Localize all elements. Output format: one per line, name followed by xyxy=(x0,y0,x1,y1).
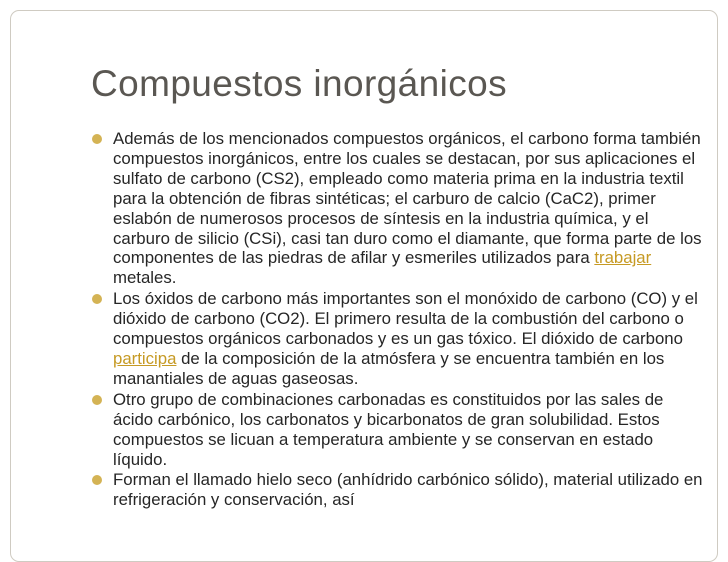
bullet-item xyxy=(91,129,703,288)
bullet-item xyxy=(91,390,703,470)
bullet-list xyxy=(91,129,703,511)
bullet-text: Otro grupo de combinaciones carbonadas es constituidos por las sales de ácido carbónico, los carbonatos y bicarbonatos de gran solubilidad. Estos compuestos se licuan a temperatura ambiente y se conservan en estado líquido. xyxy=(113,389,664,469)
bullet-item xyxy=(91,470,703,510)
bullet-dot-icon xyxy=(92,395,102,405)
bullet-text: metales. xyxy=(113,268,177,288)
link-trabajar[interactable]: trabajar xyxy=(594,248,652,268)
bullet-dot-icon xyxy=(92,475,102,485)
slide-title: Compuestos inorgánicos xyxy=(91,63,508,104)
bullet-text: Forman el llamado hielo seco (anhídrido carbónico sólido), material utilizado en refrigeración y conservación, así xyxy=(113,470,703,510)
bullet-text: de la composición de la atmósfera y se encuentra también en los manantiales de aguas gaseosas. xyxy=(113,348,665,388)
bullet-text: Además de los mencionados compuestos orgánicos, el carbono forma también compuestos inorgánicos, entre los cuales se destacan, por sus aplicaciones el sulfato de carbono (CS2), empleado como materia prima en la industria textil para la obtención de fibras sintéticas; el carburo de calcio (CaC2), primer eslabón de numerosos procesos de síntesis en la industria química, y el carburo de silicio (CSi), casi tan duro como el diamante, que forma parte de los componentes de las piedras de afilar y esmeriles utilizados para xyxy=(113,129,702,268)
slide-frame xyxy=(10,10,718,562)
bullet-dot-icon xyxy=(92,294,102,304)
link-participa[interactable]: participa xyxy=(113,348,177,368)
bullet-text: Los óxidos de carbono más importantes son el monóxido de carbono (CO) y el dióxido de carbono (CO2). El primero resulta de la combustión del carbono o compuestos orgánicos carbonados y es un gas tóxico. El dióxido de carbono xyxy=(113,289,698,349)
bullet-dot-icon xyxy=(92,134,102,144)
bullet-item xyxy=(91,289,703,389)
